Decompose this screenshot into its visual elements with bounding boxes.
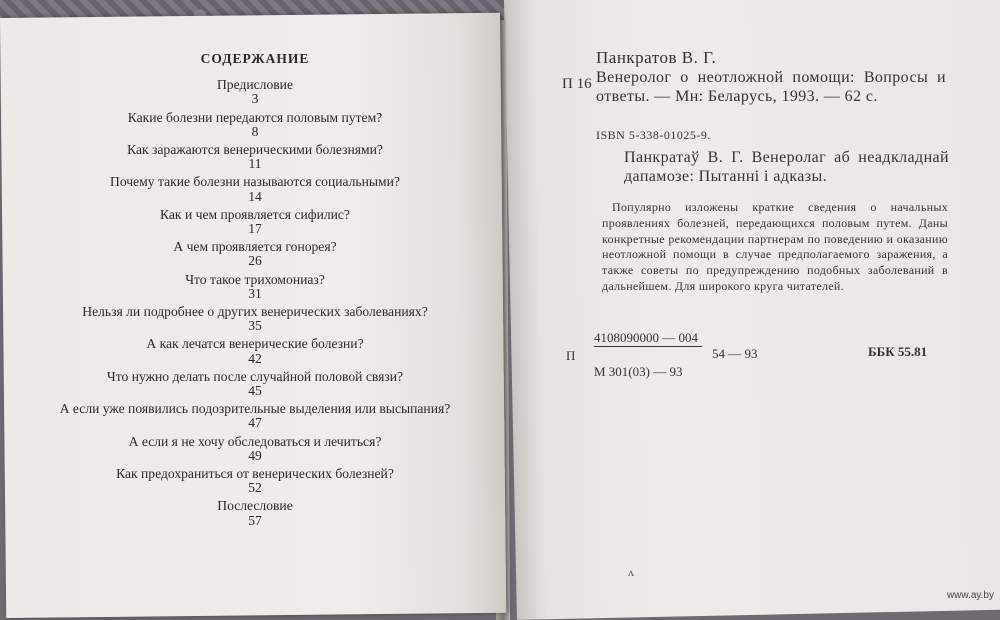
toc-entry: Предисловие [216,77,293,93]
toc-page-number: 49 [248,447,262,463]
fraction-denominator: М 301(03) — 93 [594,364,683,379]
toc-page-number: 47 [248,415,262,431]
isbn: ISBN 5-338-01025-9. [596,128,711,142]
toc-page-number: 26 [248,253,262,269]
toc-entry: А если я не хочу обследоваться и лечиться? [128,433,382,449]
library-code: П 16 [562,76,592,92]
fraction-prefix: П [566,348,576,363]
fraction-tail: 54 — 93 [712,346,758,361]
belarusian-title: Панкратаў В. Г. Венеролаг аб неадкладнай дапамозе: Пытанні і адказы. [624,149,949,185]
toc-page-number: 31 [248,285,262,301]
toc-page-number: 45 [248,383,262,399]
toc-entry: Как и чем проявляется сифилис? [160,206,350,222]
toc-entry: Какие болезни передаются половым путем? [127,109,383,125]
toc-page-number: 8 [251,123,259,139]
book-description: Венеролог о неотложной помощи: Вопросы и ответы. — Мн: Беларусь, 1993. — 62 с. [596,69,946,105]
toc-page-number: 35 [248,318,262,334]
fraction-numerator: 4108090000 — 004 [594,330,702,347]
table-of-contents [40,52,470,532]
toc-page-number: 42 [248,350,262,366]
toc-entry: Что такое трихомониаз? [185,271,325,287]
annotation: Популярно изложены краткие сведения о начальных проявлениях болезней, передающихся половым путем. Даны конкретные рекомендации партнерам по поведению и оказанию неотложной помощи в случае предполагаемого заражения, а также советы по предупреждению подобных заболеваний в дальнейшем. Для широкого круга читателей. [602,200,948,293]
toc-page-number: 52 [248,480,262,496]
toc-entry: А если уже появились подозрительные выделения или высыпания? [59,401,451,417]
toc-list [40,78,470,528]
toc-page-number: 11 [248,156,262,172]
toc-page-number: 14 [248,188,262,204]
toc-page-number: 17 [248,221,262,237]
toc-title: СОДЕРЖАНИЕ [200,51,310,66]
toc-page-number: 3 [251,91,259,107]
toc-entry: Послесловие [217,498,293,514]
toc-entry: Как предохраниться от венерических болезней? [116,466,394,482]
toc-entry: Как заражаются венерическими болезнями? [127,142,383,158]
toc-entry: А как лечатся венерические болезни? [146,336,364,352]
toc-entry: Что нужно делать после случайной половой связи? [106,368,404,384]
toc-entry: А чем проявляется гонорея? [173,239,337,255]
toc-entry: Нельзя ли подробнее о других венерических заболеваниях? [82,304,428,320]
toc-page-number: 57 [248,512,262,528]
watermark: www.ay.by [946,590,994,601]
toc-entry: Почему такие болезни называются социальными? [110,174,400,190]
bbk-code: ББК 55.81 [868,344,928,359]
stray-mark: ʌ [628,565,634,579]
book-author: Панкратов В. Г. [596,48,717,67]
